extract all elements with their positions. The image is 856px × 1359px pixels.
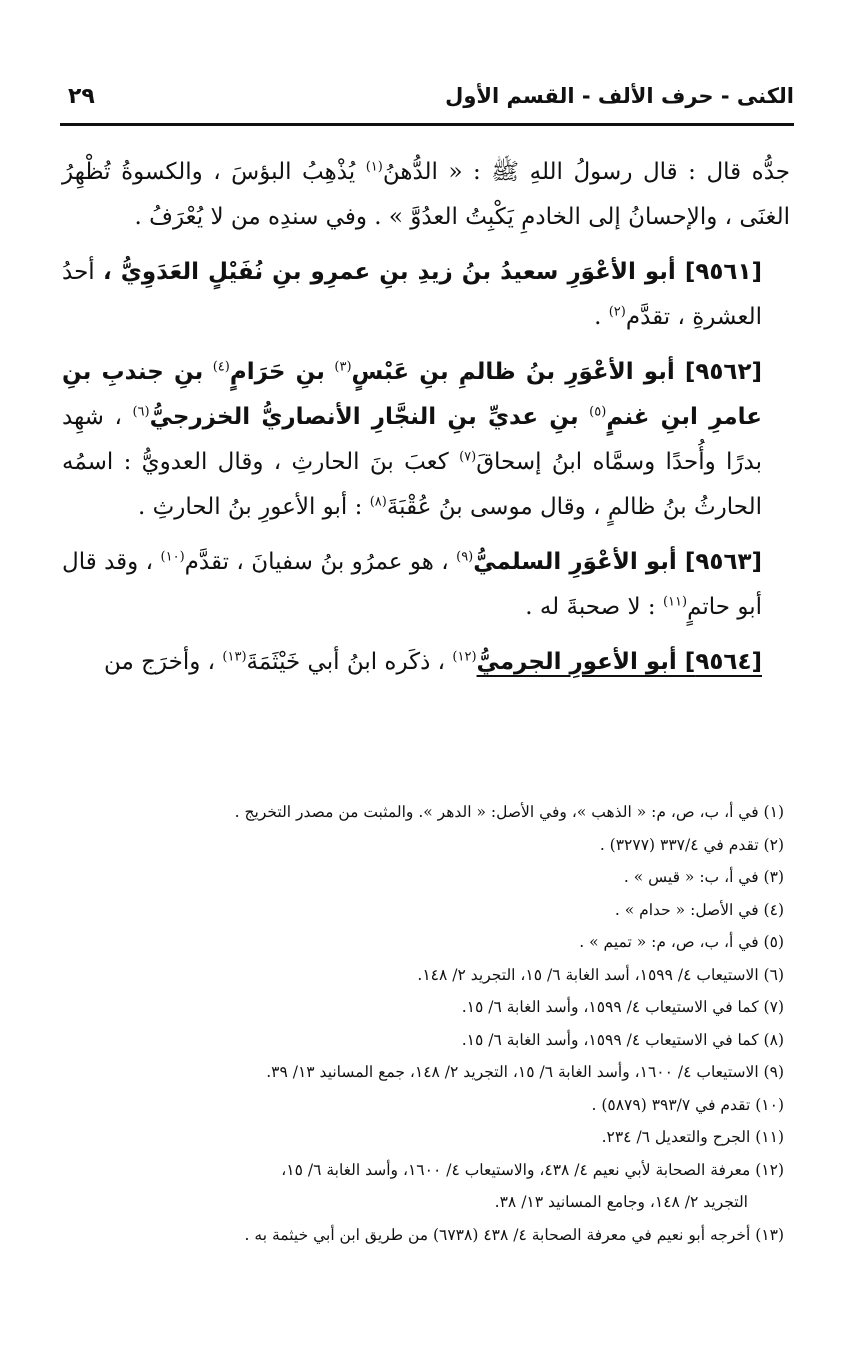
intro-paragraph: جدُّه قال : قال رسولُ اللهِ ﷺ : « الدُّهنُ$^{(١)}$ يُذْهِبُ البؤسَ ، والكسوةُ تُظْهِرُ الغنَى ، والإحسانُ إلى الخادمِ يَكْبِتُ العدُوَّ » . وفي سندِه من لا يُعْرَفُ . — [62, 159, 791, 230]
footnote-ref: (١٣) — [222, 649, 247, 665]
footnote-ref: (١١) — [662, 594, 688, 610]
footnotes — [70, 796, 784, 1251]
page-number: ٢٩ — [68, 84, 95, 109]
running-title: الكنى - حرف الألف - القسم الأول — [445, 84, 794, 108]
footnote-3: (٣) في أ، ب: « قيس » . — [623, 868, 784, 886]
footnote-9: (٩) الاستيعاب ٤/ ١٦٠٠، وأسد الغابة ٦/ ١٥، التجريد ٢/ ١٤٨، جمع المسانيد ١٣/ ٣٩. — [266, 1063, 784, 1081]
entry-heading: [٩٥٦٣] أبو الأعْوَرِ السلميُّ — [473, 549, 763, 575]
footnote-6: (٦) الاستيعاب ٤/ ١٥٩٩، أسد الغابة ٦/ ١٥، التجريد ٢/ ١٤٨. — [417, 965, 784, 984]
footnote-4: (٤) في الأصل: « حدام » . — [614, 900, 784, 919]
footnote-ref: (١) — [365, 159, 383, 175]
footnote-ref: (٦) — [132, 404, 150, 420]
entry-9562: [٩٥٦٢] أبو الأعْوَرِ بنُ ظالمِ بنِ عَبْسٍ$^{(٣)}$ بنِ حَرَامٍ$^{(٤)}$ بنِ جندبِ بنِ عامرِ ابنِ غنمٍ$^{(٥)}$ بنِ عديِّ بنِ النجَّارِ الأنصاريُّ الخزرجيُّ$^{(٦)}$ ، شهِد بدرًا وأُحدًا وسمَّاه ابنُ إسحاقَ$^{(٧)}$ كعبَ بنَ الحارثِ ، وقال العدويُّ : اسمُه الحارثُ بنُ ظالمٍ ، وقال موسى بنُ عُقْبَةَ$^{(٨)}$ : أبو الأعورِ بنُ الحارثِ . — [62, 359, 763, 520]
footnote-ref: (٢) — [608, 304, 626, 320]
footnote-ref: (٤) — [212, 359, 230, 375]
entry-heading: [٩٥٦٢] أبو الأعْوَرِ بنُ ظالمِ بنِ عَبْسٍ — [351, 359, 763, 385]
footnote-ref: (١٢) — [452, 649, 477, 665]
entry-9563: [٩٥٦٣] أبو الأعْوَرِ السلميُّ$^{(٩)}$ ، هو عمرُو بنُ سفيانَ ، تقدَّم$^{(١٠)}$ ، وقد قال أبو حاتمٍ$^{(١١)}$ : لا صحبةَ له . — [62, 549, 763, 620]
header-rule — [60, 123, 794, 126]
footnote-12: (١٢) معرفة الصحابة لأبي نعيم ٤/ ٤٣٨، والاستيعاب ٤/ ١٦٠٠، وأسد الغابة ٦/ ١٥، التجريد ٢/ ١٤٨، وجامع المسانيد ١٣/ ٣٨. — [70, 1154, 784, 1219]
entry-heading: [٩٥٦٤] أبو الأعورِ الجرميُّ — [476, 649, 762, 675]
footnote-ref: (٩) — [456, 549, 474, 565]
footnote-ref: (٨) — [369, 494, 387, 510]
footnote-10: (١٠) تقدم في ٣٩٣/٧ (٥٨٧٩) . — [591, 1095, 784, 1114]
footnote-2: (٢) تقدم في ٣٣٧/٤ (٣٢٧٧) . — [599, 835, 784, 854]
footnote-8: (٨) كما في الاستيعاب ٤/ ١٥٩٩، وأسد الغابة ٦/ ١٥. — [461, 1030, 784, 1049]
running-header — [60, 78, 794, 118]
entry-heading: [٩٥٦١] أبو الأعْوَرِ سعيدُ بنُ زيدِ بنِ عمرِو بنِ نُفَيْلٍ العَدَوِيُّ ، — [103, 259, 763, 285]
footnote-ref: (٥) — [589, 404, 607, 420]
footnote-1: (١) في أ، ب، ص، م: « الذهب »، وفي الأصل: « الدهر ». والمثبت من مصدر التخريج . — [234, 803, 784, 821]
main-text — [62, 150, 790, 685]
footnote-ref: (٣) — [334, 359, 352, 375]
footnote-13: (١٣) أخرجه أبو نعيم في معرفة الصحابة ٤/ ٤٣٨ (٦٧٣٨) من طريق ابن أبي خيثمة به . — [244, 1225, 784, 1244]
footnote-ref: (٧) — [459, 449, 477, 465]
footnote-5: (٥) في أ، ب، ص، م: « تميم » . — [579, 933, 784, 951]
footnote-ref: (١٠) — [160, 549, 185, 565]
footnote-12-continuation: التجريد ٢/ ١٤٨، وجامع المسانيد ١٣/ ٣٨. — [494, 1193, 748, 1211]
entry-9561: [٩٥٦١] أبو الأعْوَرِ سعيدُ بنُ زيدِ بنِ عمرِو بنِ نُفَيْلٍ العَدَوِيُّ ، أحدُ العشرةِ ، تقدَّم$^{(٢)}$ . — [62, 259, 763, 330]
footnote-7: (٧) كما في الاستيعاب ٤/ ١٥٩٩، وأسد الغابة ٦/ ١٥. — [461, 998, 784, 1016]
entry-9564: [٩٥٦٤] أبو الأعورِ الجرميُّ$^{(١٢)}$ ، ذكَره ابنُ أبي خَيْثَمَةَ$^{(١٣)}$ ، وأخرَج من — [103, 649, 762, 675]
footnote-11: (١١) الجرح والتعديل ٦/ ٢٣٤. — [601, 1128, 784, 1146]
